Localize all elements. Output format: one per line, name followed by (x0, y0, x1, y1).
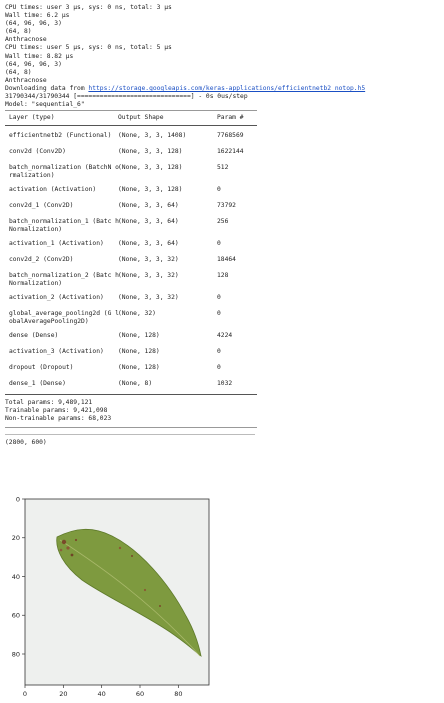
total-line: Total params: 9,489,121 (5, 399, 93, 407)
summary-row (5, 376, 439, 392)
y-tick-label: 60 (11, 611, 20, 620)
y-tick-label: 20 (11, 534, 20, 543)
param-count: 73792 (217, 202, 236, 210)
summary-totals (5, 399, 439, 423)
param-count: 0 (217, 310, 221, 318)
layer-name: dense_1 (Dense) (9, 380, 66, 388)
log-line: Wall time: 6.2 µs (5, 12, 70, 20)
leaf-image-plot (0, 486, 444, 703)
output-shape: (None, 8) (118, 380, 153, 388)
param-count: 256 (217, 218, 229, 226)
output-shape: (None, 3, 3, 128) (118, 164, 183, 172)
layer-name: global_average_pooling2d (G lobalAveragePooling2D) (9, 310, 119, 326)
param-count: 128 (217, 272, 229, 280)
param-count: 4224 (217, 332, 233, 340)
param-count: 0 (217, 240, 221, 248)
summary-row (5, 128, 439, 144)
summary-row (5, 344, 439, 360)
summary-bottom-rule (5, 394, 257, 395)
param-count: 18464 (217, 256, 236, 264)
model-summary-table (5, 110, 439, 427)
output-shape: (None, 3, 3, 32) (118, 294, 179, 302)
download-progress: 31790344/31790344 [==============================] - 0s 0us/step (5, 93, 248, 101)
log-line: Wall time: 8.82 µs (5, 52, 74, 60)
log-line: CPU times: user 3 µs, sys: 0 ns, total: 3 µs (5, 4, 172, 11)
param-count: 512 (217, 164, 229, 172)
output-shape: (None, 3, 3, 32) (118, 256, 179, 264)
output-shape: (None, 3, 3, 32) (118, 272, 179, 280)
output-shape: (None, 3, 3, 64) (118, 240, 179, 248)
summary-row (5, 144, 439, 160)
output-shape: (None, 3, 3, 1408) (118, 132, 187, 140)
y-tick-label: 80 (11, 650, 20, 659)
summary-row (5, 236, 439, 252)
layer-name: batch_normalization (BatchN ormalization) (9, 164, 119, 180)
x-tick-label: 40 (97, 690, 106, 698)
output-shape: (None, 128) (118, 364, 160, 372)
log-output (5, 4, 439, 85)
param-count: 0 (217, 364, 221, 372)
output-shape: (None, 128) (118, 348, 160, 356)
y-tick-label: 40 (11, 572, 20, 581)
header-layer: Layer (type) (9, 114, 55, 122)
download-link[interactable]: https://storage.googleapis.com/keras-applications/efficientnetb2_notop.h5 (88, 84, 366, 92)
output-shape: (None, 3, 3, 128) (118, 148, 183, 156)
summary-row (5, 198, 439, 214)
summary-end-rule (5, 427, 257, 428)
layer-name: activation_3 (Activation) (9, 348, 104, 356)
x-axis (23, 685, 183, 698)
layer-name: batch_normalization_1 (Batc hNormalization) (9, 218, 119, 234)
summary-row (5, 306, 439, 328)
param-count: 0 (217, 186, 221, 194)
output-shape: (None, 3, 3, 64) (118, 202, 179, 210)
log-line: CPU times: user 5 µs, sys: 0 ns, total: 5 µs (5, 44, 172, 52)
output-shape: (None, 3, 3, 64) (118, 218, 179, 226)
x-tick-label: 60 (135, 690, 145, 698)
layer-name: conv2d_1 (Conv2D) (9, 202, 74, 210)
notebook-output (5, 4, 439, 447)
param-count: 1032 (217, 380, 233, 388)
y-axis (12, 495, 25, 658)
layer-name: activation (Activation) (9, 186, 97, 194)
y-tick-label: 0 (15, 495, 20, 504)
log-line: Anthracnose (5, 36, 47, 44)
output-shape: (None, 32) (118, 310, 156, 318)
param-count: 1622144 (217, 148, 244, 156)
summary-row (5, 268, 439, 290)
summary-row (5, 328, 439, 344)
output-shape: (None, 3, 3, 128) (118, 186, 183, 194)
summary-rows (5, 128, 439, 392)
x-tick-label: 20 (59, 690, 68, 698)
summary-header-rule (5, 125, 257, 126)
summary-row (5, 252, 439, 268)
summary-row (5, 360, 439, 376)
log-line: (64, 96, 96, 3) (5, 20, 62, 28)
layer-name: activation_2 (Activation) (9, 294, 104, 302)
log-line: (64, 8) (5, 68, 32, 76)
download-line (5, 85, 439, 93)
log-line: (64, 8) (5, 28, 32, 36)
total-line: Non-trainable params: 68,023 (5, 415, 112, 423)
x-tick-label: 0 (22, 690, 28, 698)
layer-name: activation_1 (Activation) (9, 240, 104, 248)
output-divider (5, 434, 255, 435)
output-shape: (None, 128) (118, 332, 160, 340)
header-params: Param # (217, 114, 244, 122)
summary-header (5, 111, 439, 123)
image-shape: (2800, 600) (5, 438, 47, 446)
layer-name: conv2d (Conv2D) (9, 148, 66, 156)
layer-name: efficientnetb2 (Functional) (9, 132, 112, 140)
param-count: 0 (217, 294, 221, 302)
layer-name: dense (Dense) (9, 332, 59, 340)
model-name: Model: "sequential_6" (5, 101, 85, 109)
layer-name: dropout (Dropout) (9, 364, 74, 372)
log-line: (64, 96, 96, 3) (5, 60, 62, 68)
summary-row (5, 160, 439, 182)
layer-name: batch_normalization_2 (Batc hNormalization) (9, 272, 119, 288)
summary-row (5, 214, 439, 236)
param-count: 7768569 (217, 132, 244, 140)
x-tick-label: 80 (174, 690, 183, 698)
total-line: Trainable params: 9,421,098 (5, 407, 108, 415)
layer-name: conv2d_2 (Conv2D) (9, 256, 74, 264)
summary-row (5, 290, 439, 306)
summary-row (5, 182, 439, 198)
log-line: Anthracnose (5, 76, 47, 84)
header-output-shape: Output Shape (118, 114, 164, 122)
param-count: 0 (217, 348, 221, 356)
download-prefix: Downloading data from (5, 84, 89, 92)
